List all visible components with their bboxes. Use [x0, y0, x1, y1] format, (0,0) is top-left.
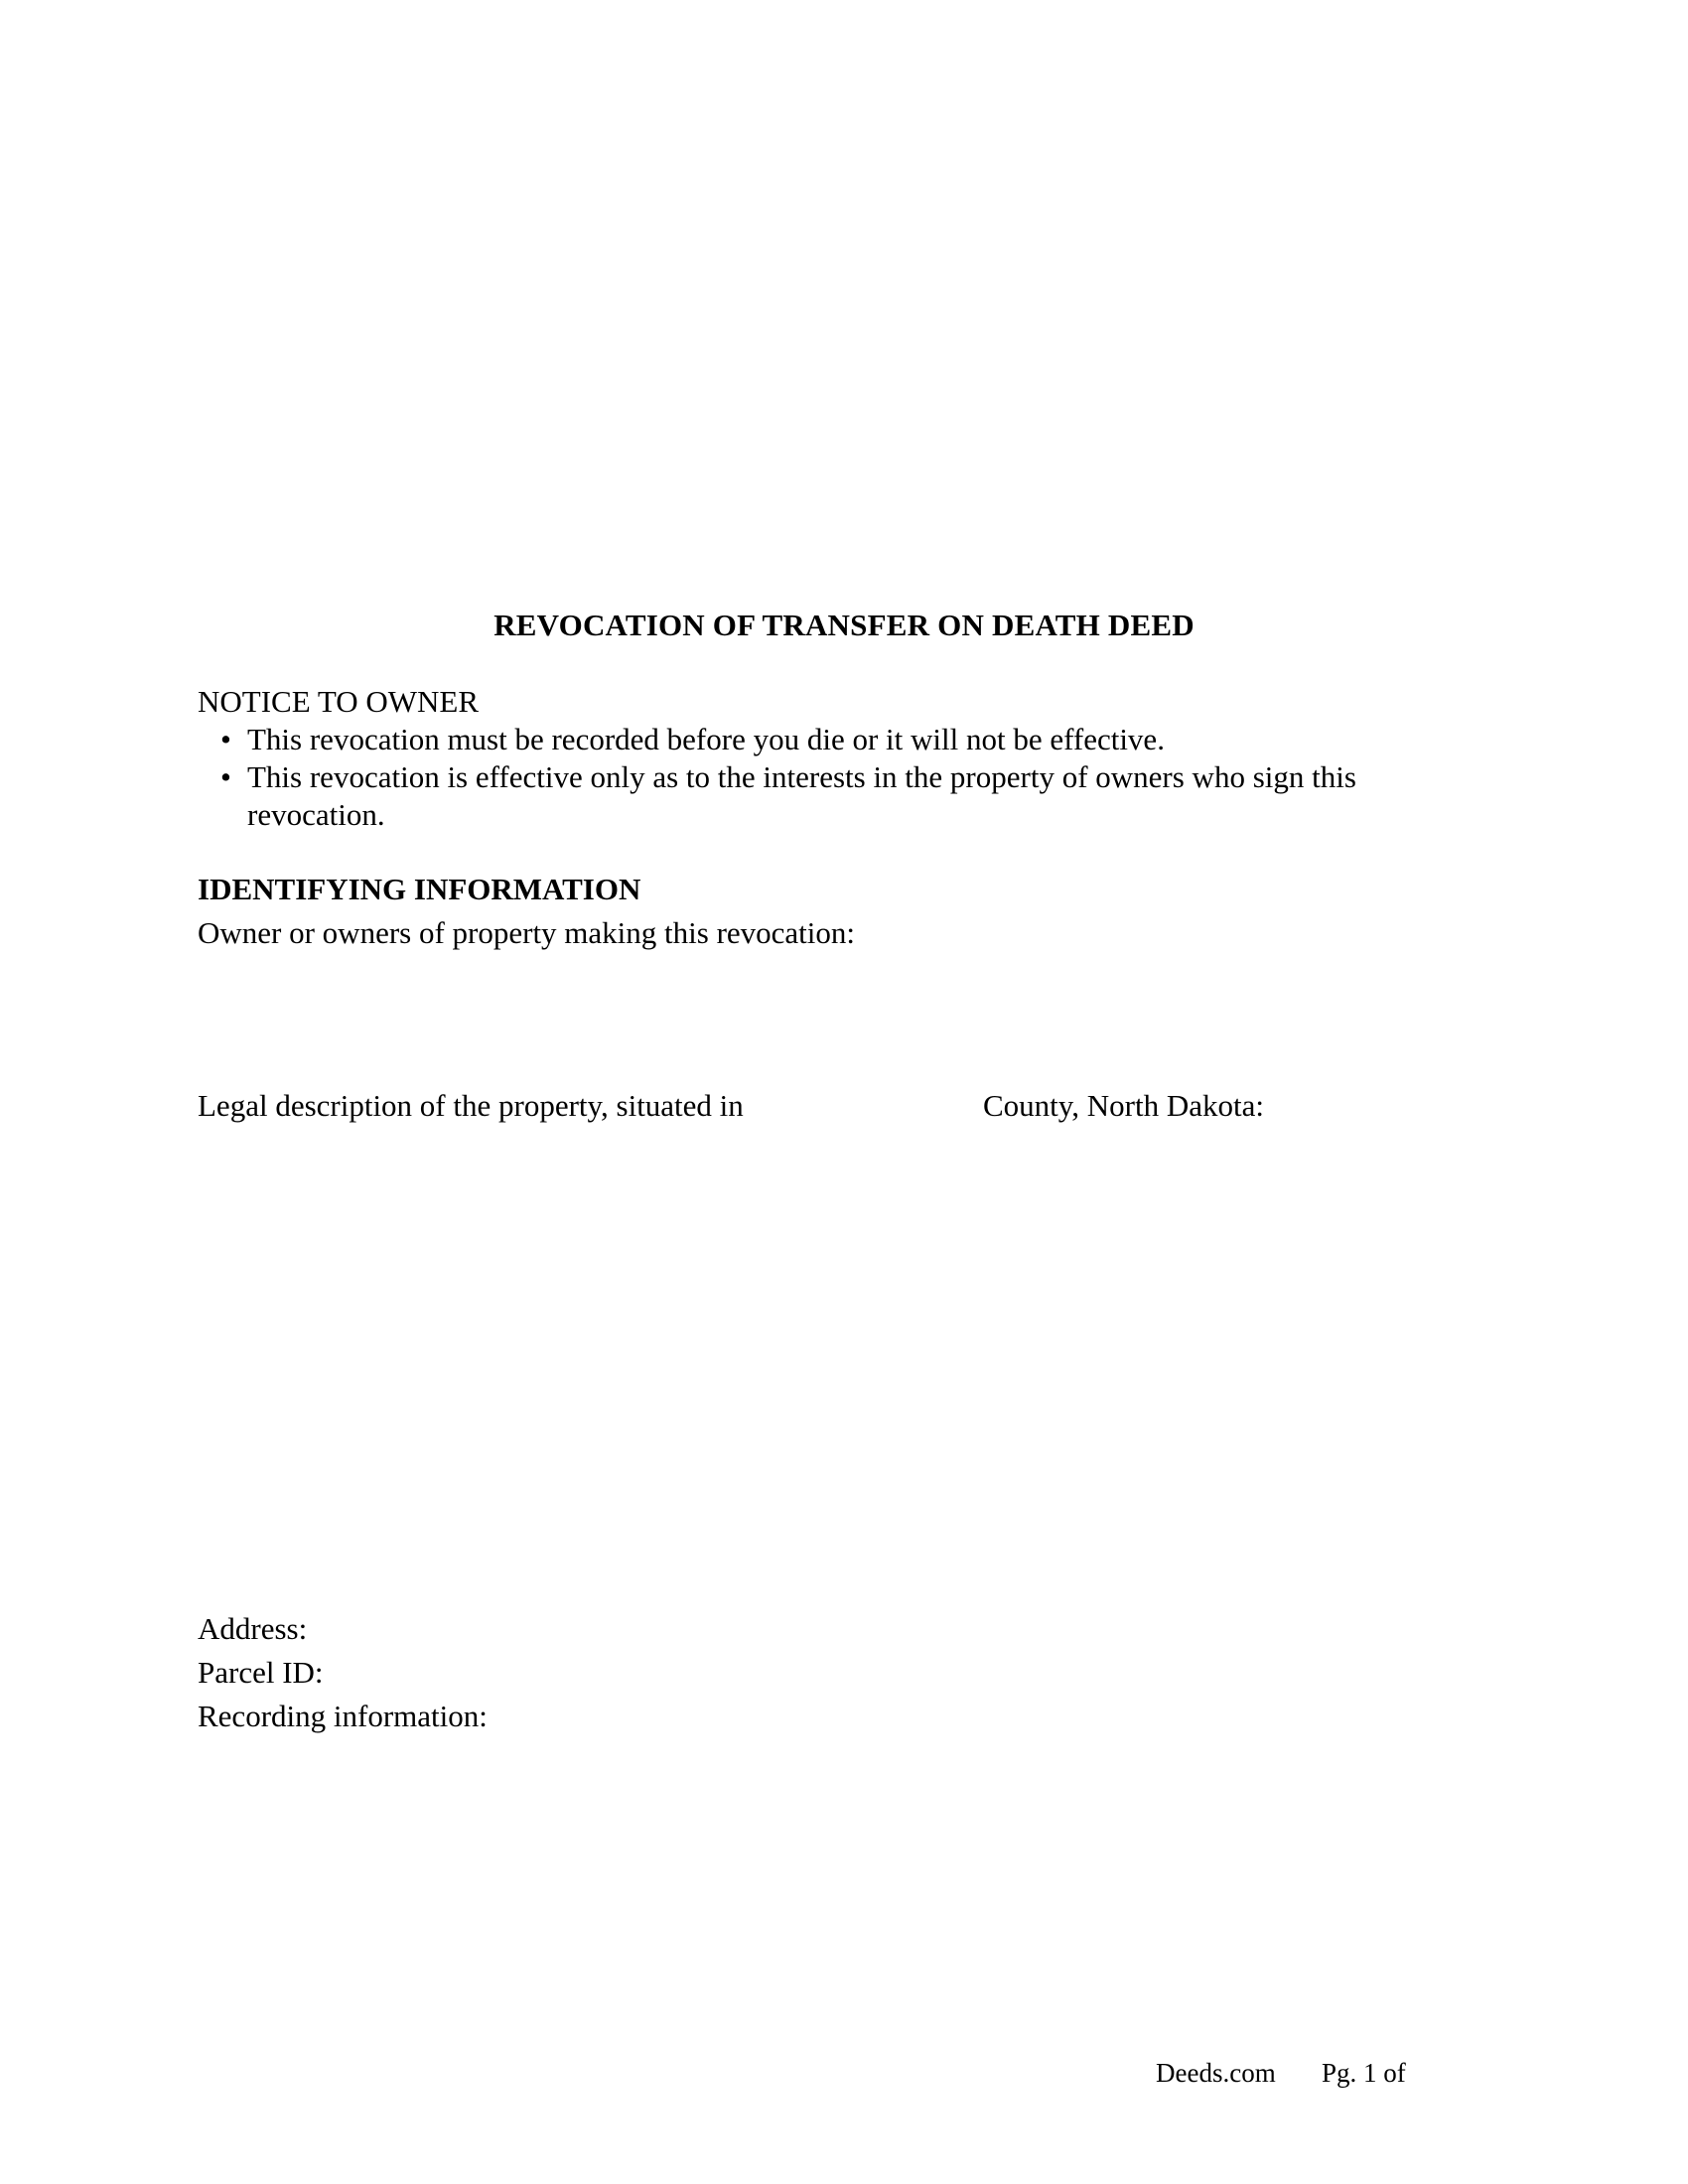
identifying-heading: IDENTIFYING INFORMATION [198, 872, 641, 906]
notice-bullet-text: This revocation must be recorded before you die or it will not be effective. [247, 722, 1165, 756]
legal-description-prefix: Legal description of the property, situated in [198, 1088, 744, 1123]
recording-information-label: Recording information: [198, 1699, 488, 1733]
footer-brand: Deeds.com [1156, 2058, 1276, 2088]
address-label: Address: [198, 1611, 308, 1646]
legal-description-suffix: County, North Dakota: [983, 1088, 1264, 1123]
notice-heading: NOTICE TO OWNER [198, 684, 479, 719]
bullet-icon: • [220, 722, 231, 756]
owners-label: Owner or owners of property making this revocation: [198, 915, 856, 950]
document-title: REVOCATION OF TRANSFER ON DEATH DEED [493, 608, 1195, 642]
bullet-icon: • [220, 759, 231, 794]
parcel-id-label: Parcel ID: [198, 1655, 324, 1690]
notice-bullet-text: This revocation is effective only as to the interests in the property of owners who sign this revocation. [247, 759, 1356, 832]
footer-page-number: Pg. 1 of [1322, 2058, 1406, 2088]
